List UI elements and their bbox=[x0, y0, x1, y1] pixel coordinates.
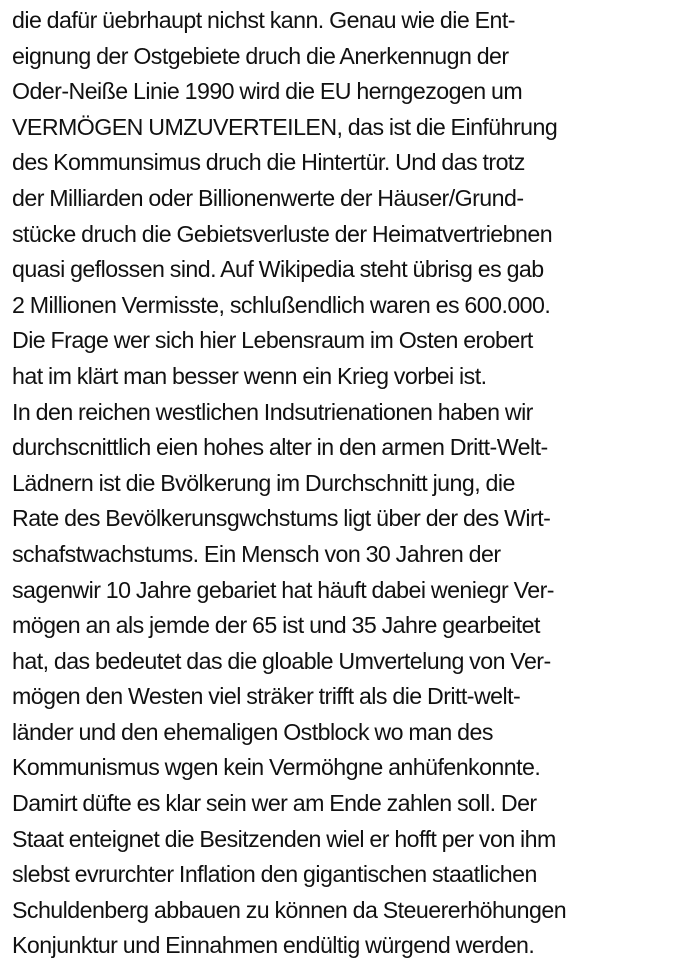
text-line: Schuldenberg abbauen zu können da Steuererhöhungen bbox=[12, 896, 567, 923]
text-line: sagenwir 10 Jahre gebariet hat häuft dabei weniegr Ver- bbox=[12, 576, 554, 603]
text-line: länder und den ehemaligen Ostblock wo man des bbox=[12, 718, 493, 745]
text-line: der Milliarden oder Billionenwerte der Häuser/Grund- bbox=[12, 184, 524, 211]
text-line: die dafür üebrhaupt nichst kann. Genau wie die Ent- bbox=[12, 7, 515, 33]
text-line: durchscnittlich eien hohes alter in den armen Dritt-Welt- bbox=[12, 434, 548, 461]
text-line: Konjunktur und Einnahmen endültig würgend werden. bbox=[12, 932, 535, 959]
text-line: des Kommunsimus druch die Hintertür. Und das trotz bbox=[12, 149, 525, 176]
text-line: stücke druch die Gebietsverluste der Heimatvertriebnen bbox=[12, 220, 553, 247]
text-line: Kommunismus wgen kein Vermöhgne anhüfenkonnte. bbox=[12, 754, 541, 781]
text-line: Damirt düfte es klar sein wer am Ende zahlen soll. Der bbox=[12, 790, 537, 817]
text-line: Die Frage wer sich hier Lebensraum im Osten erobert bbox=[12, 327, 533, 354]
text-line: Staat enteignet die Besitzenden wiel er hofft per von ihm bbox=[12, 825, 556, 852]
text-line: In den reichen westlichen Indsutrienationen haben wir bbox=[12, 398, 533, 425]
text-line: 2 Millionen Vermisste, schlußendlich waren es 600.000. bbox=[12, 291, 551, 318]
text-line: VERMÖGEN UMZUVERTEILEN, das ist die Einführung bbox=[12, 113, 558, 140]
body-text bbox=[12, 3, 680, 964]
text-line: hat im klärt man besser wenn ein Krieg vorbei ist. bbox=[12, 362, 487, 389]
text-line: Oder-Neiße Linie 1990 wird die EU herngezogen um bbox=[12, 78, 523, 105]
text-line: schafstwachstums. Ein Mensch von 30 Jahren der bbox=[12, 540, 501, 567]
text-line: mögen an als jemde der 65 ist und 35 Jahre gearbeitet bbox=[12, 612, 540, 639]
text-line: slebst evrurchter Inflation den gigantischen staatlichen bbox=[12, 861, 537, 888]
text-line: Lädnern ist die Bvölkerung im Durchschnitt jung, die bbox=[12, 469, 515, 496]
text-line: mögen den Westen viel sträker trifft als die Dritt-welt- bbox=[12, 683, 521, 710]
text-line: hat, das bedeutet das die gloable Umvertelung von Ver- bbox=[12, 647, 551, 674]
text-line: Rate des Bevölkerunsgwchstums ligt über der des Wirt- bbox=[12, 505, 551, 532]
text-line: eignung der Ostgebiete druch die Anerkennugn der bbox=[12, 42, 509, 69]
text-line: quasi geflossen sind. Auf Wikipedia steht übrisg es gab bbox=[12, 256, 544, 283]
